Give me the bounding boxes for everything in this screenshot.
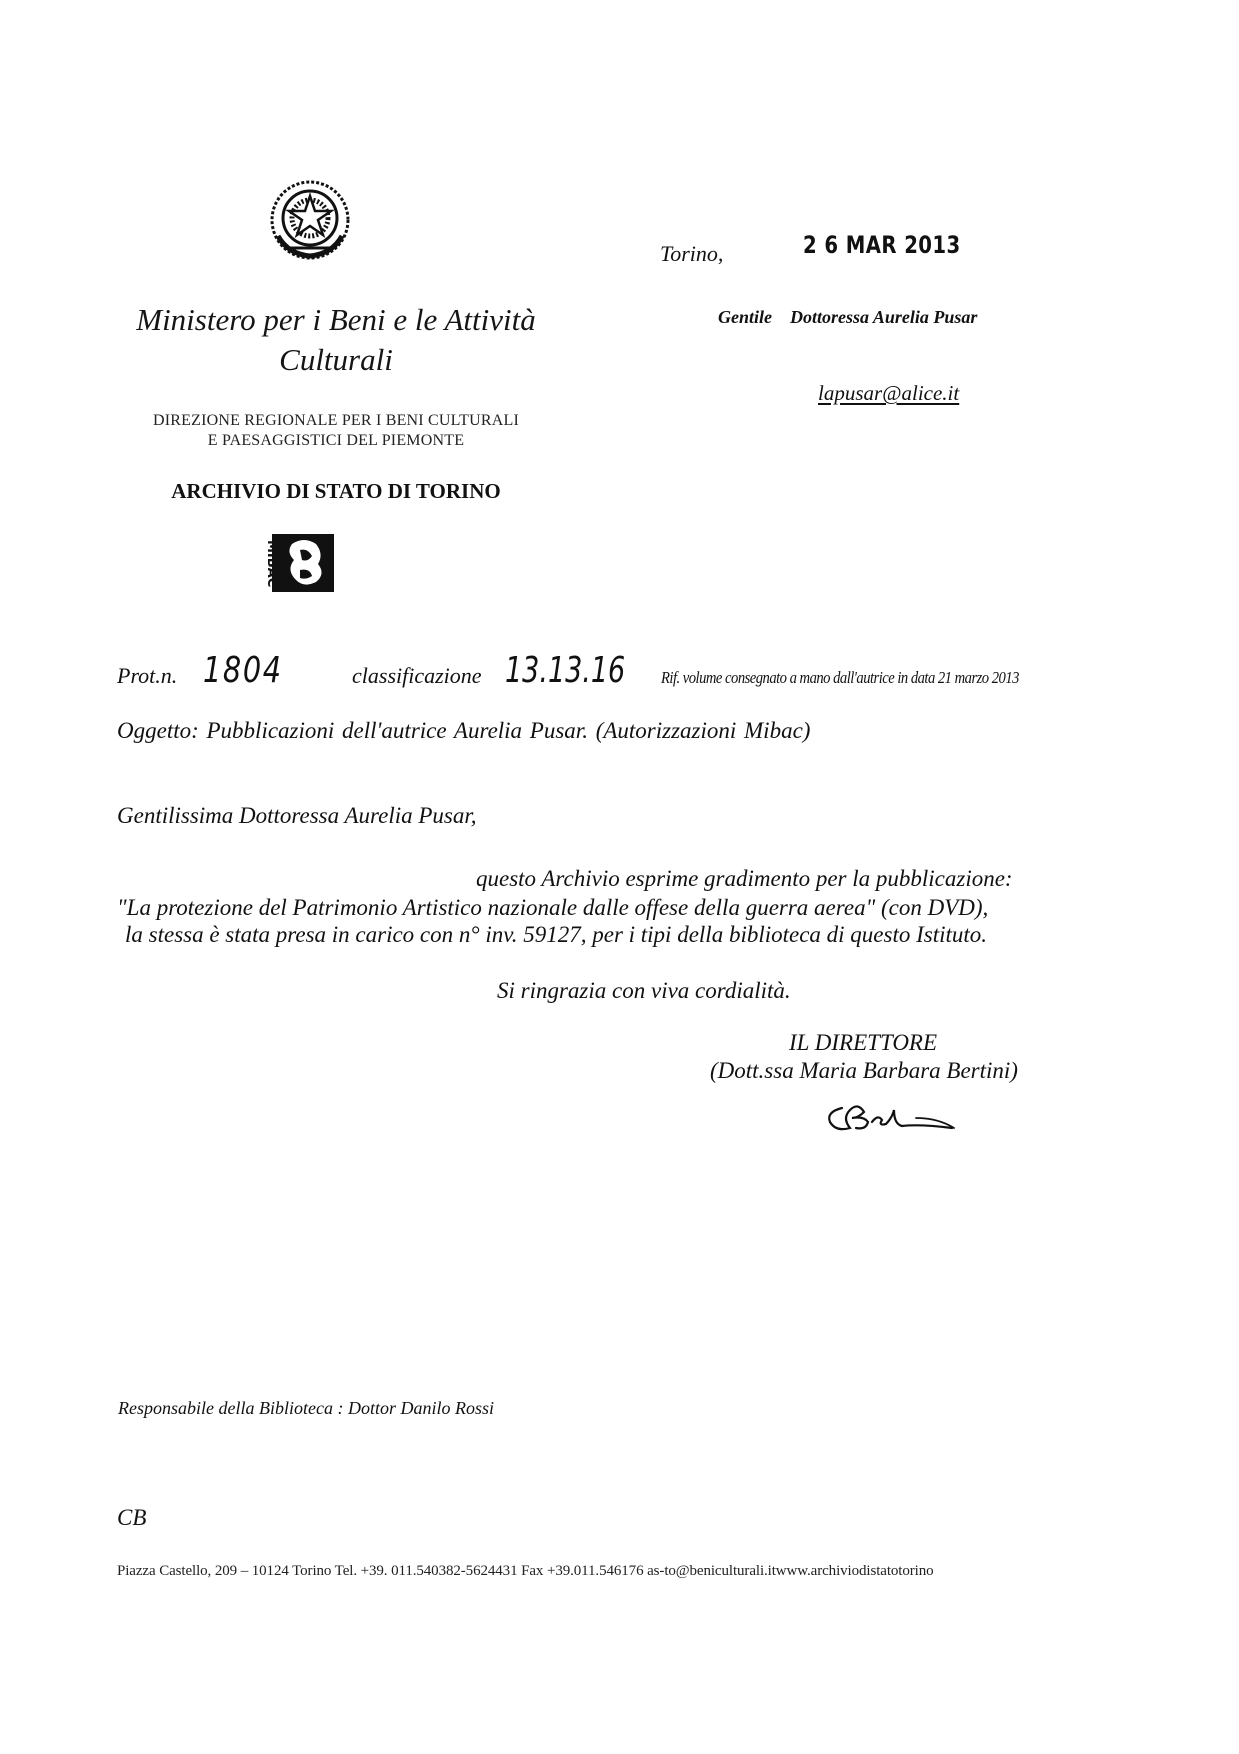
handwritten-signature-icon — [820, 1088, 960, 1140]
classificazione-label: classificazione — [352, 663, 482, 688]
body-line-3: la stessa è stata presa in carico con n° inv. 59127, per i tipi della biblioteca di questo Istituto. — [125, 922, 988, 947]
italian-republic-emblem-icon — [268, 178, 352, 262]
director-title: IL DIRETTORE — [789, 1030, 938, 1055]
ministry-name — [108, 300, 564, 380]
archivio-title: ARCHIVIO DI STATO DI TORINO — [171, 479, 501, 503]
body-line-2: "La protezione del Patrimonio Artistico nazionale dalle offese della guerra aerea" (con DVD), — [117, 895, 989, 920]
rif-note: Rif. volume consegnato a mano dall'autrice in data 21 marzo 2013 — [661, 668, 1019, 687]
subject-line: Oggetto: Pubblicazioni dell'autrice Aurelia Pusar. (Autorizzazioni Mibac) — [117, 718, 811, 743]
direzione-line-1: DIREZIONE REGIONALE PER I BENI CULTURALI — [152, 412, 520, 429]
ministry-line-2: Culturali — [279, 342, 393, 377]
salutation: Gentilissima Dottoressa Aurelia Pusar, — [117, 803, 477, 828]
body-line-1: questo Archivio esprime gradimento per la pubblicazione: — [476, 866, 1013, 891]
direzione-line-2: E PAESAGGISTICI DEL PIEMONTE — [207, 432, 465, 449]
recipient-name: Dottoressa Aurelia Pusar — [790, 307, 978, 327]
mibac-logo-text: MIBAC — [264, 540, 279, 588]
librarian-note: Responsabile della Biblioteca : Dottor Danilo Rossi — [118, 1398, 494, 1418]
mibac-logo-icon — [252, 530, 338, 596]
director-name: (Dott.ssa Maria Barbara Bertini) — [710, 1058, 1018, 1083]
closing-line: Si ringrazia con viva cordialità. — [497, 978, 791, 1003]
classificazione-value: 13.13.16 — [505, 650, 626, 691]
recipient-salutation: Gentile — [718, 307, 772, 327]
recipient-email: lapusar@alice.it — [818, 381, 960, 405]
date-stamp: 2 6 MAR 2013 — [803, 231, 961, 259]
recipient — [718, 307, 977, 328]
prot-number: 1804 — [203, 650, 283, 691]
initials: CB — [117, 1505, 147, 1530]
place-label: Torino, — [660, 241, 724, 266]
direzione-regionale — [108, 411, 564, 451]
footer-address: Piazza Castello, 209 – 10124 Torino Tel. +39. 011.540382-5624431 Fax +39.011.546176 as-to@beniculturali.itwww.archiviodistatotorino — [117, 1563, 934, 1579]
ministry-line-1: Ministero per i Beni e le Attività — [136, 302, 536, 337]
prot-label: Prot.n. — [117, 663, 178, 688]
